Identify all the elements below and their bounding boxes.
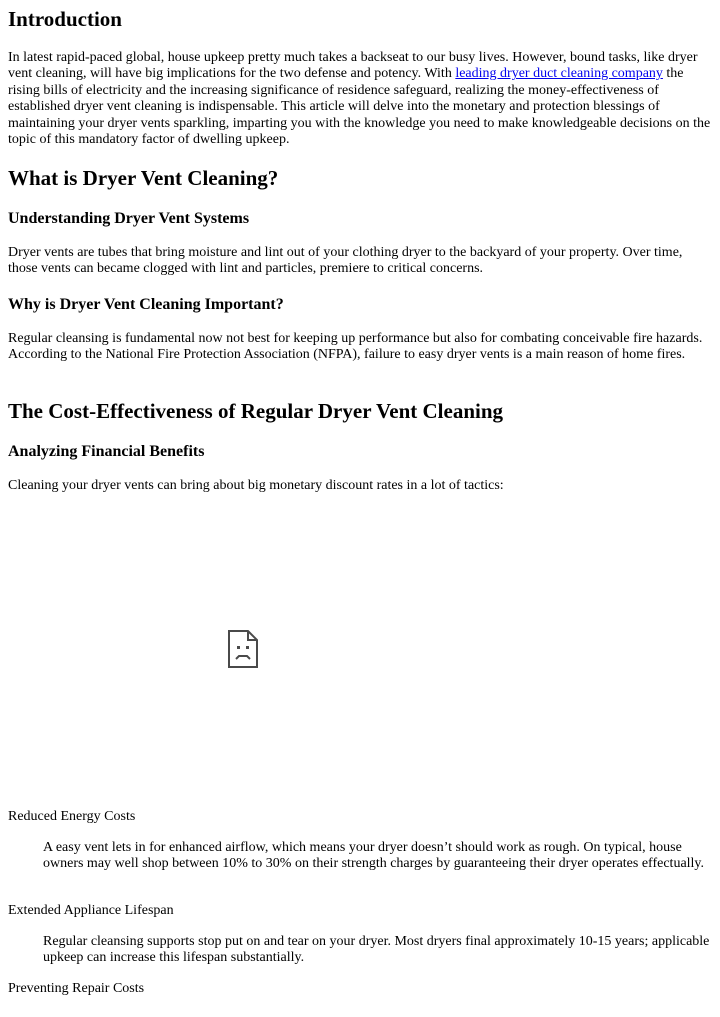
cost-effectiveness-heading: The Cost-Effectiveness of Regular Dryer Vent Cleaning (8, 399, 504, 423)
understanding-systems-heading: Understanding Dryer Vent Systems (8, 210, 250, 227)
benefit-description-reduced-energy-costs: A easy vent lets in for enhanced airflow, which means your dryer doesn’t should work as rough. On typical, house owners may well shop between 10% to 30% on their strength charges by guaranteeing their dryer operates effectually. (43, 840, 705, 872)
why-important-paragraph: Regular cleansing is fundamental now not best for keeping up performance but also for combating conceivable fire hazards. According to the National Fire Protection Association (NFPA), failure to easy dryer vents is a main reason of home fires. (8, 331, 703, 363)
introduction-paragraph (8, 50, 714, 148)
dryer-duct-cleaning-link[interactable]: leading dryer duct cleaning company (455, 66, 663, 82)
benefit-description-extended-lifespan: Regular cleansing supports stop put on and tear on your dryer. Most dryers final approximately 10-15 years; applicable upkeep can increase this lifespan substantially. (43, 934, 710, 966)
benefit-term-reduced-energy-costs: Reduced Energy Costs (8, 809, 136, 824)
broken-image-icon (228, 630, 258, 668)
intro-text-after-link: the rising bills of electricity and the increasing significance of residence safeguard, realizing the money-effectiveness of established dryer vent cleaning is indispensable. This article will delve into the monetary and protection blessings of maintaining your dryer vents sparkling, imparting you with the knowledge you need to make knowledgeable decisions on the topic of this mandatory factor of dwelling upkeep. (8, 66, 711, 148)
financial-benefits-paragraph: Cleaning your dryer vents can bring about big monetary discount rates in a lot of tactics: (8, 478, 504, 493)
introduction-heading: Introduction (8, 7, 122, 31)
benefit-term-preventing-repair-costs: Preventing Repair Costs (8, 981, 145, 996)
financial-benefits-heading: Analyzing Financial Benefits (8, 443, 205, 460)
benefit-term-extended-lifespan: Extended Appliance Lifespan (8, 903, 174, 918)
understanding-systems-paragraph: Dryer vents are tubes that bring moisture and lint out of your clothing dryer to the backyard of your property. Over time, those vents can became clogged with lint and particles, premiere to critical concerns. (8, 245, 683, 277)
why-important-heading: Why is Dryer Vent Cleaning Important? (8, 296, 284, 313)
what-is-dryer-vent-cleaning-heading: What is Dryer Vent Cleaning? (8, 166, 279, 190)
intro-text-before-link: In latest rapid-paced global, house upkeep pretty much takes a backseat to our busy lives. However, bound tasks, like dryer vent cleaning, will have big implications for the two defense and potency. With (8, 50, 698, 82)
